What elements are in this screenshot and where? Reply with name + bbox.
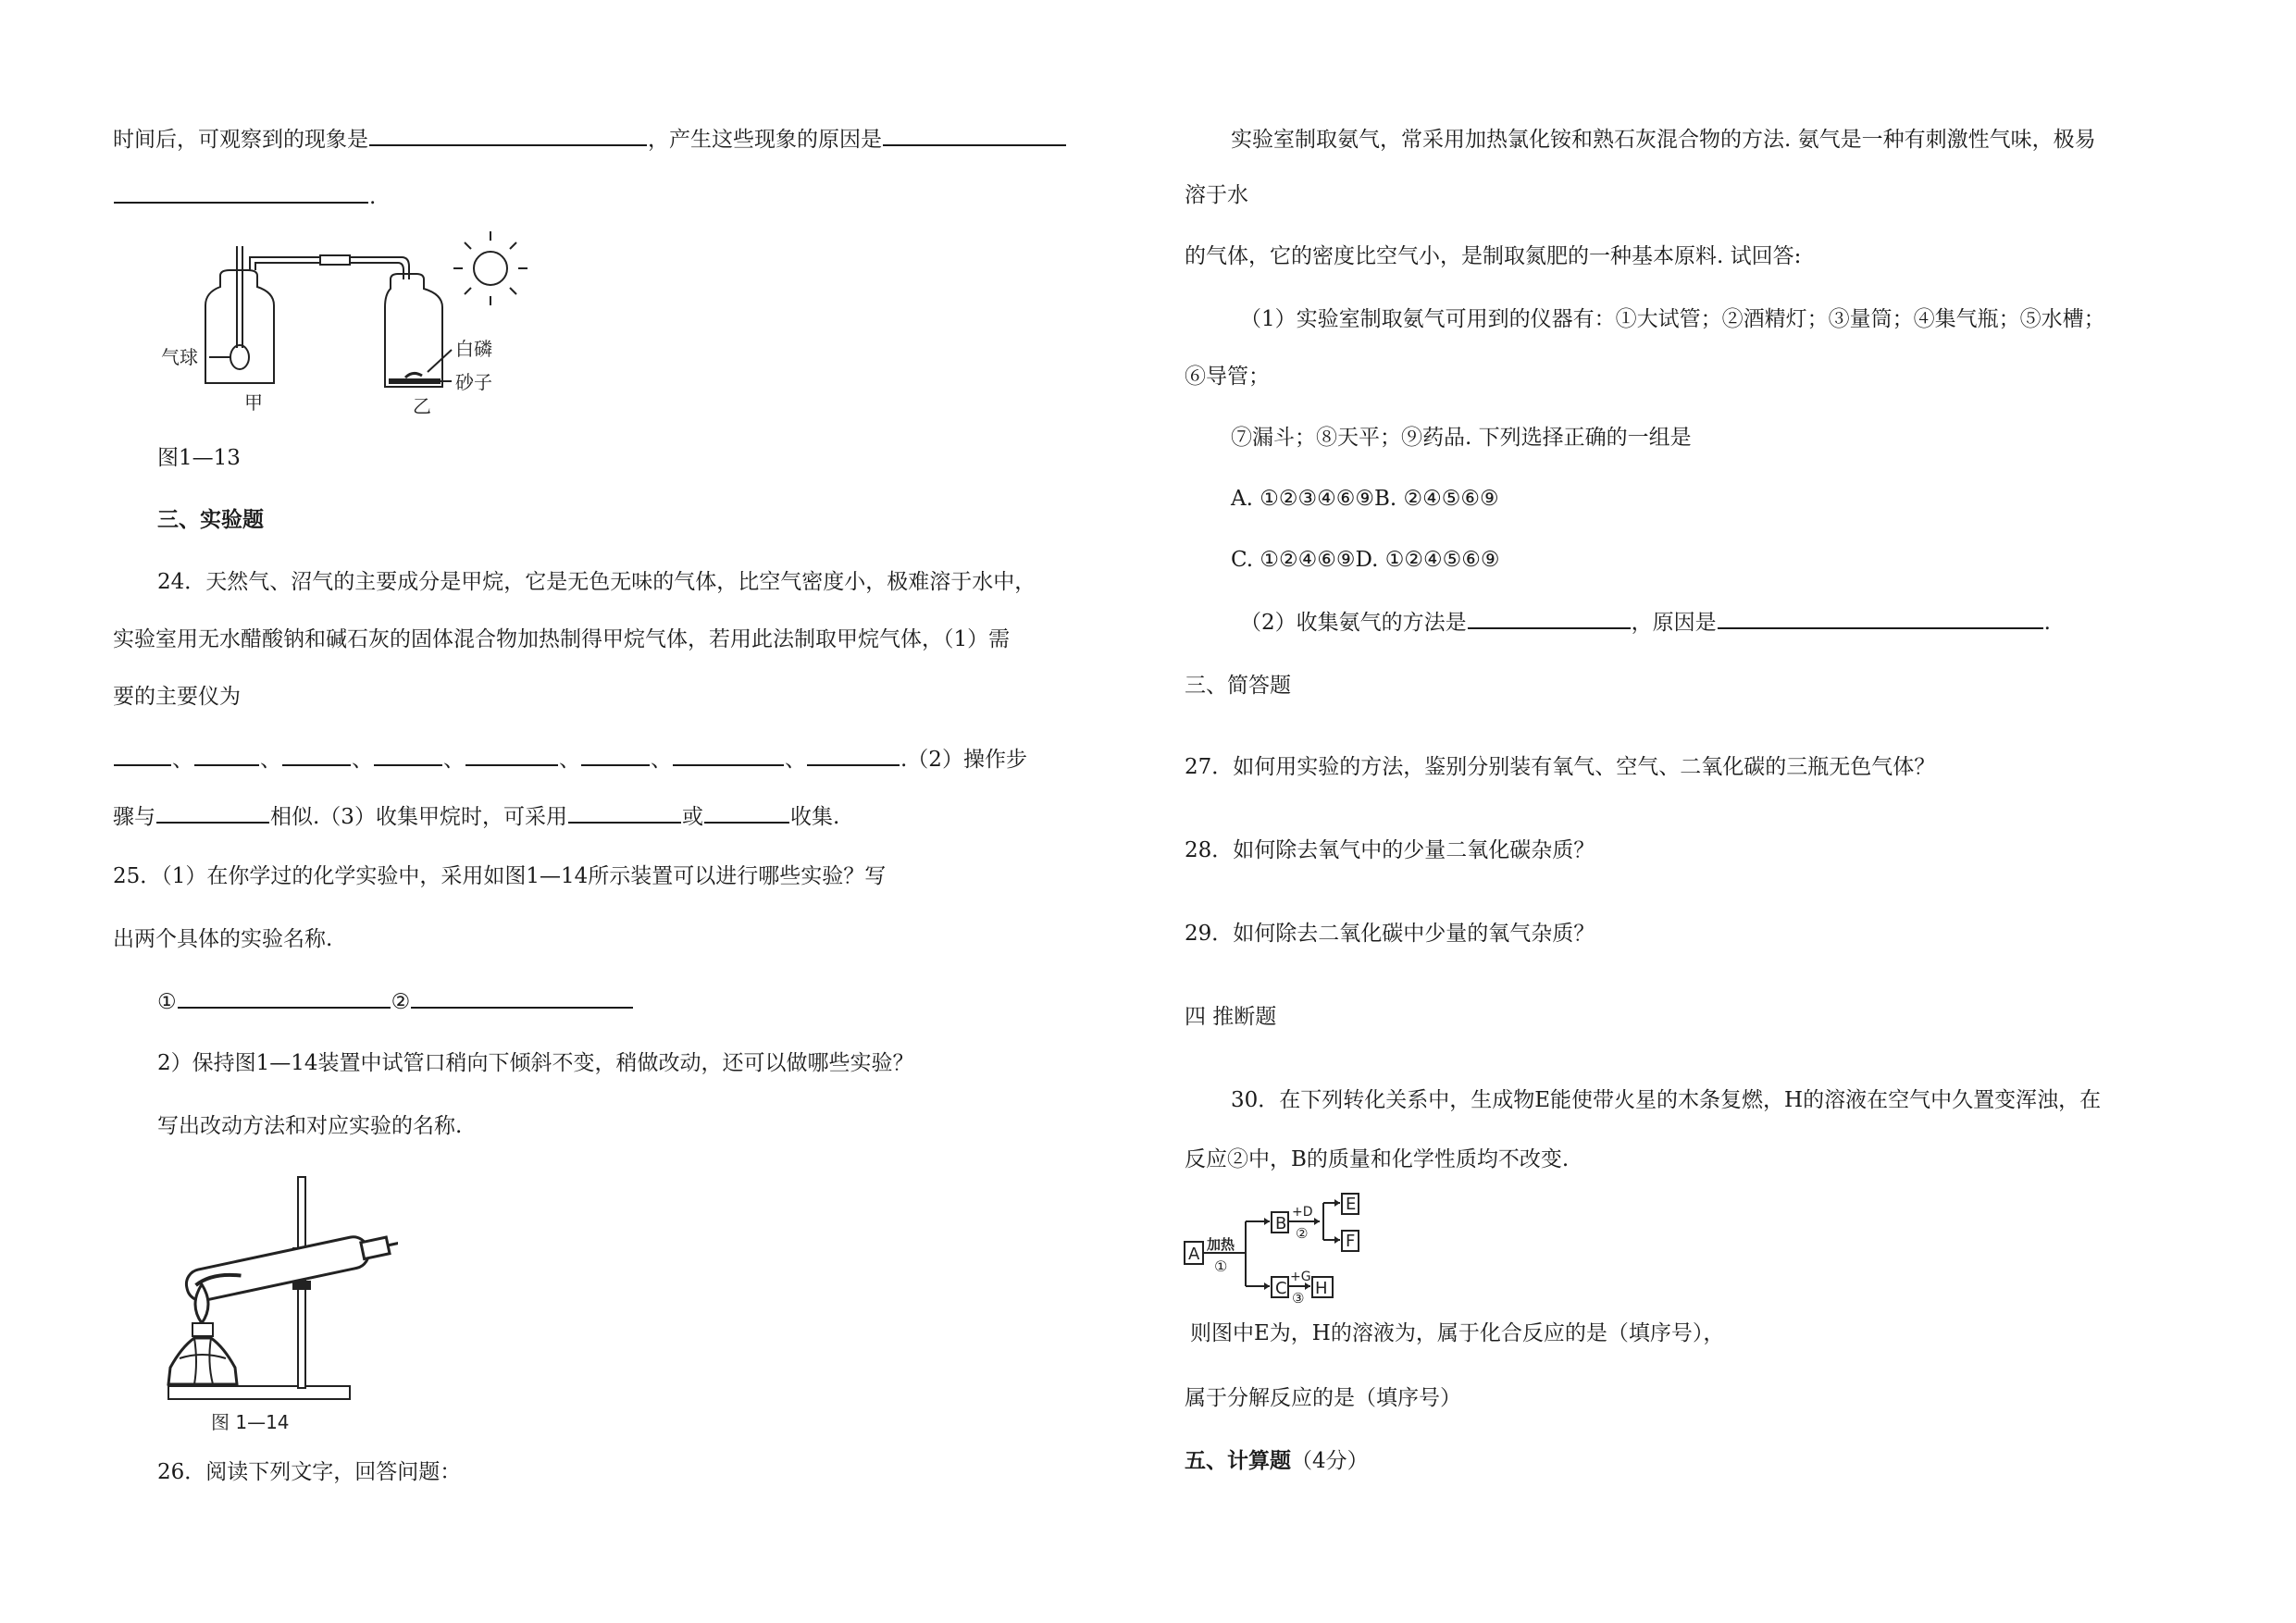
answer-blank[interactable] — [568, 803, 681, 824]
period: . — [2043, 611, 2051, 635]
flow-label-heat: 加热 — [1207, 1236, 1235, 1253]
q24-text-e4: 收集. — [789, 805, 840, 829]
q24-line1: 24．天然气、沼气的主要成分是甲烷，它是无色无味的气体，比空气密度小，极难溶于水中， — [157, 570, 1036, 594]
flow-label-r1: ① — [1214, 1258, 1228, 1275]
label-balloon: 气球 — [161, 346, 198, 368]
answer-blank[interactable] — [465, 746, 558, 766]
answer-blank[interactable] — [194, 746, 259, 766]
flow-node-f: F — [1346, 1232, 1356, 1251]
q30-line3: 则图中E为，H的溶液为，属于化合反应的是（填序号）， — [1190, 1321, 1725, 1345]
q24-text-e1: 骤与 — [113, 805, 155, 829]
answer-blank[interactable] — [411, 988, 633, 1009]
section-inference-title: 四 推断题 — [1185, 1005, 1277, 1029]
q30-line2: 反应②中，B的质量和化学性质均不改变. — [1185, 1147, 1570, 1171]
q27-text: 27．如何用实验的方法，鉴别分别装有氧气、空气、二氧化碳的三瓶无色气体？ — [1185, 755, 1936, 779]
q24-step2-text: .（2）操作步 — [900, 748, 1027, 772]
q28-text: 28．如何除去氧气中的少量二氧化碳杂质？ — [1185, 838, 1595, 862]
separator: 、 — [352, 748, 373, 772]
q24-line5 — [113, 803, 839, 831]
separator: 、 — [559, 748, 580, 772]
answer-blank[interactable] — [883, 126, 1066, 146]
p-ammonia-5: ⑦漏斗；⑧天平；⑨药品. 下列选择正确的一组是 — [1231, 426, 1692, 450]
answer-blank[interactable] — [114, 183, 368, 204]
option-a-b: A. ①②③④⑥⑨B. ②④⑤⑥⑨ — [1231, 487, 1499, 511]
q25-line2: 出两个具体的实验名称. — [113, 927, 333, 951]
answer-blank[interactable] — [1468, 609, 1631, 629]
reaction-flow-diagram — [1183, 1190, 1386, 1305]
q26-2-text-a: （2）收集氨气的方法是 — [1240, 611, 1467, 635]
answer-blank[interactable] — [374, 746, 442, 766]
figure-1-14-caption: 图 1—14 — [211, 1411, 290, 1433]
answer-blank[interactable] — [156, 803, 269, 824]
answer-blank[interactable] — [369, 126, 647, 146]
q29-text: 29．如何除去二氧化碳中少量的氧气杂质？ — [1185, 922, 1595, 946]
flow-node-h: H — [1315, 1279, 1328, 1298]
separator: 、 — [785, 748, 806, 772]
flow-label-plus-d: +D — [1292, 1205, 1313, 1220]
q23-line2 — [113, 183, 376, 211]
answer-blank[interactable] — [1718, 609, 2043, 629]
answer-blank[interactable] — [673, 746, 784, 766]
q25-mark-2: ② — [391, 990, 411, 1014]
separator: 、 — [260, 748, 281, 772]
q30-line1: 30．在下列转化关系中，生成物E能使带火星的木条复燃，H的溶液在空气中久置变浑浊，在 — [1231, 1088, 2102, 1112]
separator: 、 — [172, 748, 193, 772]
flow-node-a: A — [1188, 1245, 1200, 1264]
figure-1-13-caption: 图1—13 — [157, 446, 241, 470]
q26-2-text-b: ，原因是 — [1631, 611, 1717, 635]
section-short-answer-title: 三、简答题 — [1185, 674, 1291, 698]
section-calculation-title — [1185, 1447, 1369, 1475]
label-jia: 甲 — [244, 391, 263, 414]
q23-text-b: ，产生这些现象的原因是 — [648, 128, 882, 152]
separator: 、 — [443, 748, 465, 772]
p-ammonia-1b: 溶于水 — [1185, 183, 1248, 207]
answer-blank[interactable] — [704, 803, 789, 824]
q23-line1 — [113, 126, 1067, 154]
figure-1-14 — [157, 1166, 398, 1436]
flow-label-r2: ② — [1296, 1225, 1309, 1242]
q30-line4: 属于分解反应的是（填序号） — [1185, 1386, 1461, 1410]
section-calculation-label: 五、计算题 — [1185, 1448, 1291, 1473]
q24-text-e2: 相似.（3）收集甲烷时，可采用 — [270, 805, 567, 829]
flow-node-e: E — [1346, 1195, 1357, 1214]
p-ammonia-3: （1）实验室制取氨气可用到的仪器有：①大试管；②酒精灯；③量筒；④集气瓶；⑤水槽； — [1240, 307, 2105, 331]
answer-blank[interactable] — [282, 746, 351, 766]
answer-blank[interactable] — [114, 746, 171, 766]
answer-blank[interactable] — [807, 746, 900, 766]
flow-node-b: B — [1275, 1214, 1287, 1233]
label-yi: 乙 — [413, 395, 431, 417]
p-ammonia-2: 的气体，它的密度比空气小，是制取氮肥的一种基本原料. 试回答: — [1185, 244, 1802, 268]
period: . — [369, 185, 377, 209]
section-calculation-points: （4分） — [1291, 1449, 1369, 1473]
label-phosphorus: 白磷 — [455, 338, 492, 360]
flow-node-c: C — [1275, 1279, 1287, 1298]
q24-text-e3: 或 — [681, 805, 703, 829]
p-ammonia-4: ⑥导管； — [1185, 365, 1270, 389]
q23-text-a: 时间后，可观察到的现象是 — [113, 128, 368, 152]
q25-line3 — [157, 988, 634, 1016]
section-experiment-title: 三、实验题 — [157, 507, 264, 532]
q24-line3: 要的主要仪为 — [113, 685, 241, 709]
p-ammonia-6 — [1240, 609, 2051, 637]
label-sand: 砂子 — [455, 371, 492, 393]
q25-mark-1: ① — [157, 990, 177, 1014]
separator: 、 — [651, 748, 672, 772]
figure-1-13 — [157, 231, 546, 426]
flow-label-r3: ③ — [1292, 1290, 1305, 1305]
q26-text: 26．阅读下列文字，回答问题： — [157, 1460, 462, 1484]
q25-line1: 25．（1）在你学过的化学实验中，采用如图1—14所示装置可以进行哪些实验？写 — [113, 864, 887, 888]
q25-line4: 2）保持图1—14装置中试管口稍向下倾斜不变，稍做改动，还可以做哪些实验？ — [157, 1051, 914, 1075]
p-ammonia-1a: 实验室制取氨气，常采用加热氯化铵和熟石灰混合物的方法. 氨气是一种有刺激性气味，极易 — [1231, 128, 2096, 152]
answer-blank[interactable] — [581, 746, 650, 766]
q24-line4 — [113, 746, 1027, 774]
flow-label-plus-g: +G — [1290, 1270, 1311, 1284]
right-column — [1148, 0, 2296, 1623]
option-c-d: C. ①②④⑥⑨D. ①②④⑤⑥⑨ — [1231, 548, 1500, 572]
q25-line5: 写出改动方法和对应实验的名称. — [157, 1114, 463, 1138]
q24-line2: 实验室用无水醋酸钠和碱石灰的固体混合物加热制得甲烷气体，若用此法制取甲烷气体，（1）需 — [113, 627, 1011, 651]
answer-blank[interactable] — [178, 988, 391, 1009]
